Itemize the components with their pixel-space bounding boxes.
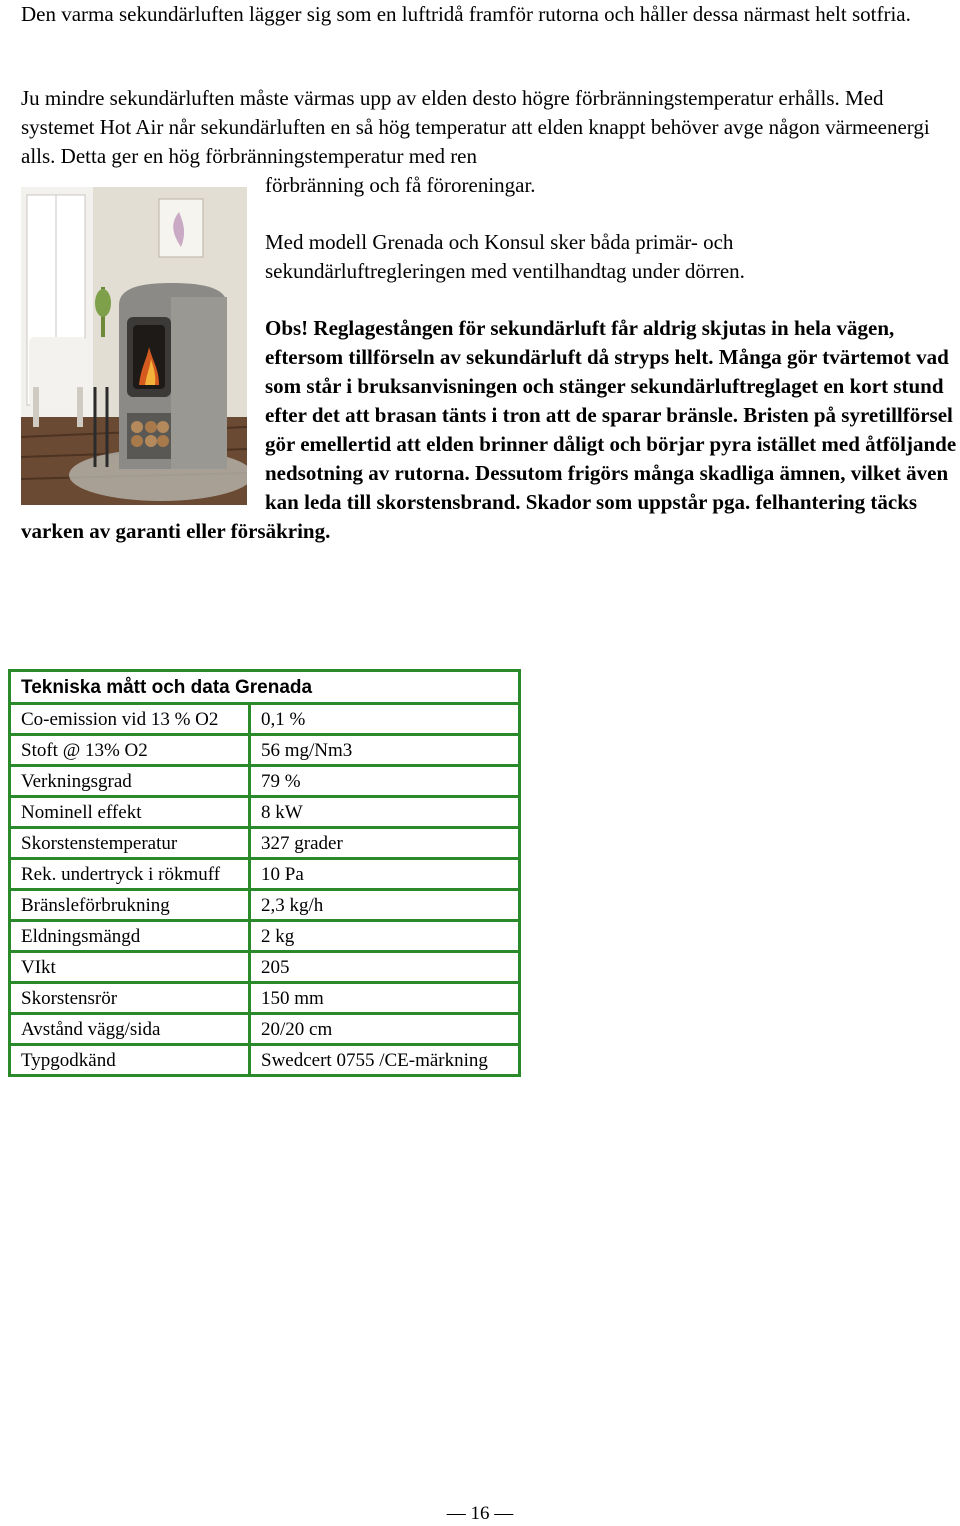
table-row [10, 735, 520, 766]
table-row [10, 828, 520, 859]
paragraph-model-regulation: Med modell Grenada och Konsul sker båda primär- och sekundärluftregleringen med ventilhandtag under dörren. [265, 230, 745, 283]
row-label: Stoft @ 13% O2 [10, 735, 250, 766]
table-row [10, 766, 520, 797]
row-label: Co-emission vid 13 % O2 [10, 704, 250, 735]
row-label: Skorstenstemperatur [10, 828, 250, 859]
table-row [10, 890, 520, 921]
table-row [10, 859, 520, 890]
technical-data-table [8, 669, 521, 1077]
page-footer [0, 1502, 960, 1526]
warning-text: Obs! Reglagestången för sekundärluft får aldrig skjutas in hela vägen, eftersom tillförseln av sekundärluft då stryps helt. Många gör tvärtemot vad som står i bruksanvisningen och stänger sekundärluftreglaget en kort stund efter det att brasan tänts i tron att de sparar bränsle. Bristen på syretillförsel gör emellertid att elden brinner dåligt och börjar pyra istället med åtföljande nedsotning av rutorna. Dessutom frigörs många skadliga ämnen, vilket även kan leda till skorstensbrand. Skador som uppstår pga. felhantering täcks varken av garanti eller försäkring. [21, 316, 957, 543]
paragraph-combustion-continuation: förbränning och få föroreningar. [265, 173, 536, 197]
row-label: Bränsleförbrukning [10, 890, 250, 921]
table-row [10, 704, 520, 735]
row-label: Verkningsgrad [10, 766, 250, 797]
row-value: 56 mg/Nm3 [250, 735, 520, 766]
row-value: 327 grader [250, 828, 520, 859]
footer-dash-right: — [489, 1503, 514, 1524]
table-title-row [10, 671, 520, 704]
table-row [10, 1014, 520, 1045]
table-row [10, 983, 520, 1014]
paragraph-air-curtain: Den varma sekundärluften lägger sig som en luftridå framför rutorna och håller dessa närmast helt sotfria. [21, 2, 911, 26]
row-label: Avstånd vägg/sida [10, 1014, 250, 1045]
row-label: Skorstensrör [10, 983, 250, 1014]
row-value: 205 [250, 952, 520, 983]
paragraph-combustion-temperature: Ju mindre sekundärluften måste värmas upp av elden desto högre förbränningstemperatur erhålls. Med systemet Hot Air når sekundärluften en så hög temperatur att elden knappt behöver avge någon värmeenergi alls. Detta ger en hög förbränningstemperatur med ren [21, 86, 930, 168]
row-value: 20/20 cm [250, 1014, 520, 1045]
row-label: VIkt [10, 952, 250, 983]
table-row [10, 797, 520, 828]
row-value: 2,3 kg/h [250, 890, 520, 921]
row-value: 8 kW [250, 797, 520, 828]
stove-photo [21, 187, 247, 505]
row-label: Typgodkänd [10, 1045, 250, 1076]
row-value: Swedcert 0755 /CE-märkning [250, 1045, 520, 1076]
row-label: Nominell effekt [10, 797, 250, 828]
page-number: 16 [470, 1503, 490, 1524]
row-label: Rek. undertryck i rökmuff [10, 859, 250, 890]
row-value: 150 mm [250, 983, 520, 1014]
table-row [10, 952, 520, 983]
table-row [10, 921, 520, 952]
table-title: Tekniska mått och data Grenada [10, 671, 520, 704]
row-value: 0,1 % [250, 704, 520, 735]
row-value: 79 % [250, 766, 520, 797]
footer-dash-left: — [446, 1503, 471, 1524]
row-label: Eldningsmängd [10, 921, 250, 952]
row-value: 10 Pa [250, 859, 520, 890]
table-row [10, 1045, 520, 1076]
row-value: 2 kg [250, 921, 520, 952]
